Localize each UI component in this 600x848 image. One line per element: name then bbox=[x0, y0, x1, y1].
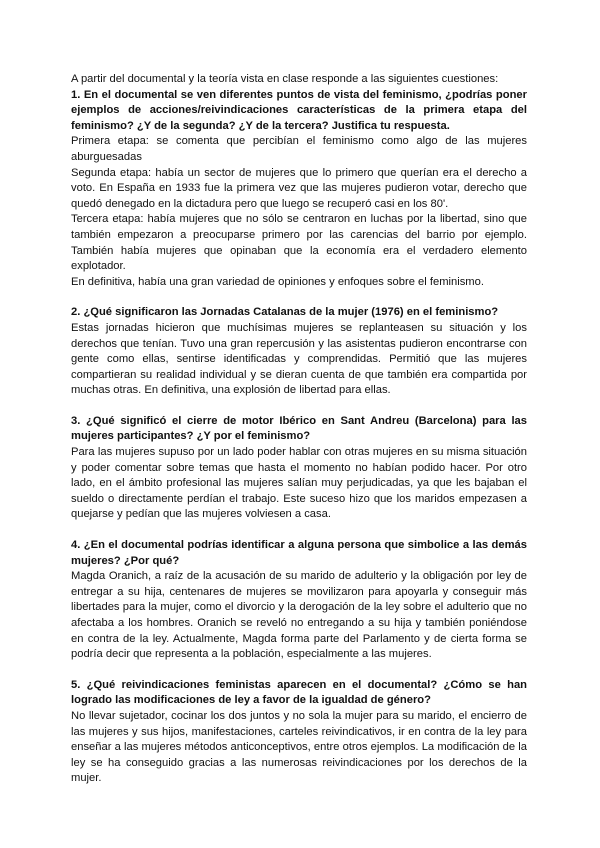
question-1: 1. En el documental se ven diferentes puntos de vista del feminismo, ¿podrías poner ejemplos de acciones/reivindicaciones características de la primera etapa del feminismo? ¿Y de la segunda? ¿Y de la tercera? Justifica tu respuesta. bbox=[71, 88, 527, 132]
question-5: 5. ¿Qué reivindicaciones feministas aparecen en el documental? ¿Cómo se han logrado las modificaciones de ley a favor de la igualdad de género? bbox=[71, 678, 527, 707]
answer-1-paragraph-4: En definitiva, había una gran variedad de opiniones y enfoques sobre el feminismo. bbox=[71, 275, 484, 288]
question-section-3 bbox=[71, 414, 527, 523]
question-section-2 bbox=[71, 305, 527, 399]
question-2: 2. ¿Qué significaron las Jornadas Catalanas de la mujer (1976) en el feminismo? bbox=[71, 306, 499, 319]
answer-1-paragraph-2: Segunda etapa: había un sector de mujeres que lo primero que querían era el derecho a voto. En España en 1933 fue la primera vez que las mujeres pudieron votar, derecho que quedó denegado en la dictadura pero que luego se recuperó casi en los 80'. bbox=[71, 166, 527, 210]
document-page bbox=[71, 72, 527, 787]
answer-4-paragraph-1: Magda Oranich, a raíz de la acusación de su marido de adulterio y la obligación por ley de entregar a su hija, centenares de mujeres se movilizaron para apoyarla y conseguir más libertades para la mujer, como el divorcio y la derogación de la ley sobre el adulterio que no afectaba a los hombres. Oranich se reveló no entregando a su hija y también poniéndose en contra de la ley. Actualmente, Magda forma parte del Parlamento y de cierta forma se podría decir que representa a la población, especialmente a las mujeres. bbox=[71, 570, 527, 661]
question-4: 4. ¿En el documental podrías identificar a alguna persona que simbolice a las demás mujeres? ¿Por qué? bbox=[71, 539, 527, 567]
intro-text: A partir del documental y la teoría vista en clase responde a las siguientes cuestiones: bbox=[71, 73, 499, 85]
answer-5-paragraph-1: No llevar sujetador, cocinar los dos juntos y no sola la mujer para su marido, el encierro de las mujeres y sus hijos, manifestaciones, carteles reivindicativos, ir en contra de la ley para enseñar a las mujeres métodos anticonceptivos, entre otros ejemplos. La modificación de la ley se ha conseguido gracias a las numerosas reivindicaciones por los derechos de la mujer. bbox=[71, 709, 527, 785]
question-3: 3. ¿Qué significó el cierre de motor Ibérico en Sant Andreu (Barcelona) para las mujeres participantes? ¿Y por el feminismo? bbox=[71, 414, 527, 443]
answer-2-paragraph-1: Estas jornadas hicieron que muchísimas mujeres se replanteasen su situación y los derechos que tenían. Tuvo una gran repercusión y las asistentas pudieron encontrarse con gente como ellas, sentirse identificadas y comprendidas. Permitió que las mujeres compartieran su realidad individual y se dieran cuenta de que también era compartida por muchas otras. En definitiva, una explosión de libertad para ellas. bbox=[71, 321, 527, 397]
question-section-4 bbox=[71, 538, 527, 663]
question-section-5 bbox=[71, 678, 527, 787]
question-section-1 bbox=[71, 88, 527, 291]
answer-1-paragraph-1: Primera etapa: se comenta que percibían el feminismo como algo de las mujeres aburguesadas bbox=[71, 135, 527, 163]
answer-1-paragraph-3: Tercera etapa: había mujeres que no sólo se centraron en luchas por la libertad, sino que también empezaron a preocuparse primero por las carencias del barrio por ejemplo. También había mujeres que opinaban que la economía era el verdadero elemento explotador. bbox=[71, 213, 527, 273]
answer-3-paragraph-1: Para las mujeres supuso por un lado poder hablar con otras mujeres en su misma situación y poder comentar sobre temas que hasta el momento no habían podido hacer. Por otro lado, en el ámbito profesional las mujeres salían muy perjudicadas, ya que les bajaban el sueldo o directamente perdían el trabajo. Este suceso hizo que los maridos empezasen a quejarse y pedían que las mujeres volviesen a casa. bbox=[71, 446, 527, 521]
